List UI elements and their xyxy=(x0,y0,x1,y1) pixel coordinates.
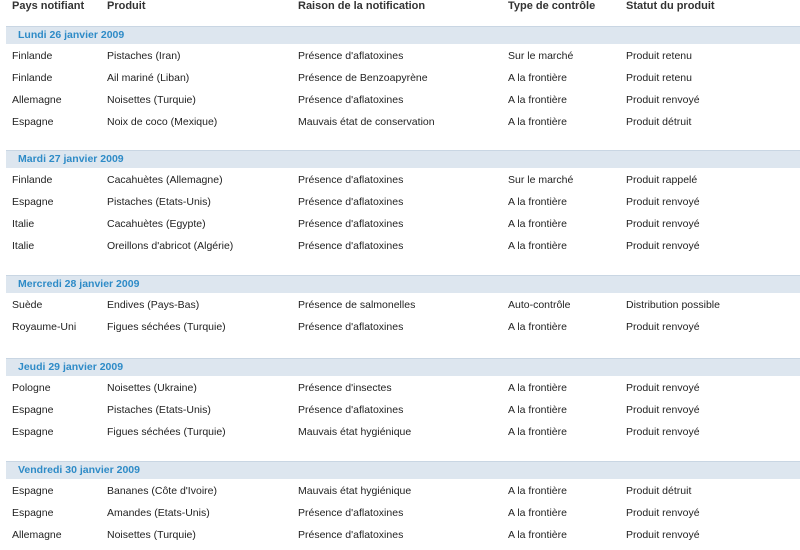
cell-produit: Pistaches (Iran) xyxy=(107,50,181,62)
cell-pays: Espagne xyxy=(12,426,54,438)
table-row xyxy=(0,422,800,444)
cell-type-controle: A la frontière xyxy=(508,382,567,394)
cell-pays: Finlande xyxy=(12,50,53,62)
cell-statut: Distribution possible xyxy=(626,299,720,311)
table-row xyxy=(0,170,800,192)
cell-raison: Présence d'aflatoxines xyxy=(298,174,404,186)
table-row xyxy=(0,192,800,214)
cell-type-controle: A la frontière xyxy=(508,218,567,230)
table-row xyxy=(0,525,800,547)
cell-type-controle: Auto-contrôle xyxy=(508,299,571,311)
cell-produit: Noisettes (Turquie) xyxy=(107,529,196,541)
cell-raison: Présence d'aflatoxines xyxy=(298,321,404,333)
cell-pays: Finlande xyxy=(12,174,53,186)
date-label: Vendredi 30 janvier 2009 xyxy=(18,464,140,476)
cell-pays: Espagne xyxy=(12,404,54,416)
cell-pays: Espagne xyxy=(12,196,54,208)
cell-statut: Produit renvoyé xyxy=(626,529,700,541)
cell-pays: Pologne xyxy=(12,382,51,394)
cell-statut: Produit retenu xyxy=(626,72,692,84)
cell-produit: Cacahuètes (Allemagne) xyxy=(107,174,223,186)
column-header-statut: Statut du produit xyxy=(626,0,715,12)
cell-type-controle: A la frontière xyxy=(508,507,567,519)
cell-statut: Produit rappelé xyxy=(626,174,698,186)
cell-raison: Présence de salmonelles xyxy=(298,299,416,311)
cell-raison: Présence d'aflatoxines xyxy=(298,529,404,541)
cell-raison: Présence d'aflatoxines xyxy=(298,196,404,208)
cell-raison: Mauvais état hygiénique xyxy=(298,485,412,497)
cell-statut: Produit renvoyé xyxy=(626,240,700,252)
cell-type-controle: A la frontière xyxy=(508,196,567,208)
table-row xyxy=(0,90,800,112)
cell-type-controle: A la frontière xyxy=(508,94,567,106)
table-row xyxy=(0,46,800,68)
table-row xyxy=(0,378,800,400)
table-row xyxy=(0,317,800,339)
table-row xyxy=(0,295,800,317)
cell-pays: Italie xyxy=(12,240,35,252)
cell-statut: Produit retenu xyxy=(626,50,692,62)
cell-statut: Produit renvoyé xyxy=(626,426,700,438)
cell-produit: Endives (Pays-Bas) xyxy=(107,299,200,311)
cell-type-controle: A la frontière xyxy=(508,426,567,438)
cell-produit: Noisettes (Turquie) xyxy=(107,94,196,106)
cell-pays: Finlande xyxy=(12,72,53,84)
cell-raison: Mauvais état de conservation xyxy=(298,116,435,128)
cell-statut: Produit renvoyé xyxy=(626,382,700,394)
cell-produit: Pistaches (Etats-Unis) xyxy=(107,404,211,416)
cell-type-controle: A la frontière xyxy=(508,529,567,541)
cell-produit: Cacahuètes (Egypte) xyxy=(107,218,206,230)
cell-produit: Oreillons d'abricot (Algérie) xyxy=(107,240,234,252)
cell-statut: Produit renvoyé xyxy=(626,321,700,333)
cell-pays: Allemagne xyxy=(12,94,62,106)
date-section-header xyxy=(6,358,800,376)
cell-produit: Noisettes (Ukraine) xyxy=(107,382,197,394)
cell-pays: Italie xyxy=(12,218,35,230)
cell-produit: Noix de coco (Mexique) xyxy=(107,116,218,128)
table-row xyxy=(0,68,800,90)
cell-raison: Présence d'aflatoxines xyxy=(298,507,404,519)
date-section-header xyxy=(6,461,800,479)
date-section-header xyxy=(6,26,800,44)
cell-produit: Figues séchées (Turquie) xyxy=(107,321,226,333)
cell-type-controle: Sur le marché xyxy=(508,50,574,62)
cell-pays: Espagne xyxy=(12,485,54,497)
cell-raison: Présence d'aflatoxines xyxy=(298,218,404,230)
column-header-type-controle: Type de contrôle xyxy=(508,0,596,12)
cell-statut: Produit renvoyé xyxy=(626,404,700,416)
cell-pays: Allemagne xyxy=(12,529,62,541)
table-row xyxy=(0,503,800,525)
cell-pays: Royaume-Uni xyxy=(12,321,77,333)
cell-type-controle: A la frontière xyxy=(508,404,567,416)
date-section-header xyxy=(6,275,800,293)
cell-statut: Produit renvoyé xyxy=(626,218,700,230)
cell-type-controle: A la frontière xyxy=(508,240,567,252)
cell-pays: Suède xyxy=(12,299,43,311)
cell-raison: Présence de Benzoapyrène xyxy=(298,72,428,84)
cell-raison: Mauvais état hygiénique xyxy=(298,426,412,438)
cell-statut: Produit renvoyé xyxy=(626,507,700,519)
cell-statut: Produit renvoyé xyxy=(626,196,700,208)
table-header xyxy=(0,0,800,14)
cell-raison: Présence d'aflatoxines xyxy=(298,404,404,416)
cell-pays: Espagne xyxy=(12,116,54,128)
cell-raison: Présence d'aflatoxines xyxy=(298,50,404,62)
cell-type-controle: A la frontière xyxy=(508,116,567,128)
cell-produit: Figues séchées (Turquie) xyxy=(107,426,226,438)
cell-raison: Présence d'aflatoxines xyxy=(298,94,404,106)
table-row xyxy=(0,481,800,503)
cell-statut: Produit détruit xyxy=(626,485,692,497)
cell-type-controle: A la frontière xyxy=(508,321,567,333)
cell-produit: Pistaches (Etats-Unis) xyxy=(107,196,211,208)
cell-raison: Présence d'insectes xyxy=(298,382,392,394)
table-row xyxy=(0,214,800,236)
column-header-raison: Raison de la notification xyxy=(298,0,426,12)
cell-raison: Présence d'aflatoxines xyxy=(298,240,404,252)
table-row xyxy=(0,112,800,134)
date-label: Lundi 26 janvier 2009 xyxy=(18,29,125,41)
table-row xyxy=(0,236,800,258)
table-row xyxy=(0,400,800,422)
cell-pays: Espagne xyxy=(12,507,54,519)
cell-produit: Ail mariné (Liban) xyxy=(107,72,190,84)
cell-statut: Produit renvoyé xyxy=(626,94,700,106)
date-label: Jeudi 29 janvier 2009 xyxy=(18,361,124,373)
cell-type-controle: A la frontière xyxy=(508,485,567,497)
cell-type-controle: A la frontière xyxy=(508,72,567,84)
date-label: Mercredi 28 janvier 2009 xyxy=(18,278,140,290)
cell-produit: Bananes (Côte d'Ivoire) xyxy=(107,485,217,497)
column-header-pays: Pays notifiant xyxy=(12,0,85,12)
cell-produit: Amandes (Etats-Unis) xyxy=(107,507,210,519)
cell-statut: Produit détruit xyxy=(626,116,692,128)
date-label: Mardi 27 janvier 2009 xyxy=(18,153,124,165)
column-header-produit: Produit xyxy=(107,0,146,12)
date-section-header xyxy=(6,150,800,168)
cell-type-controle: Sur le marché xyxy=(508,174,574,186)
